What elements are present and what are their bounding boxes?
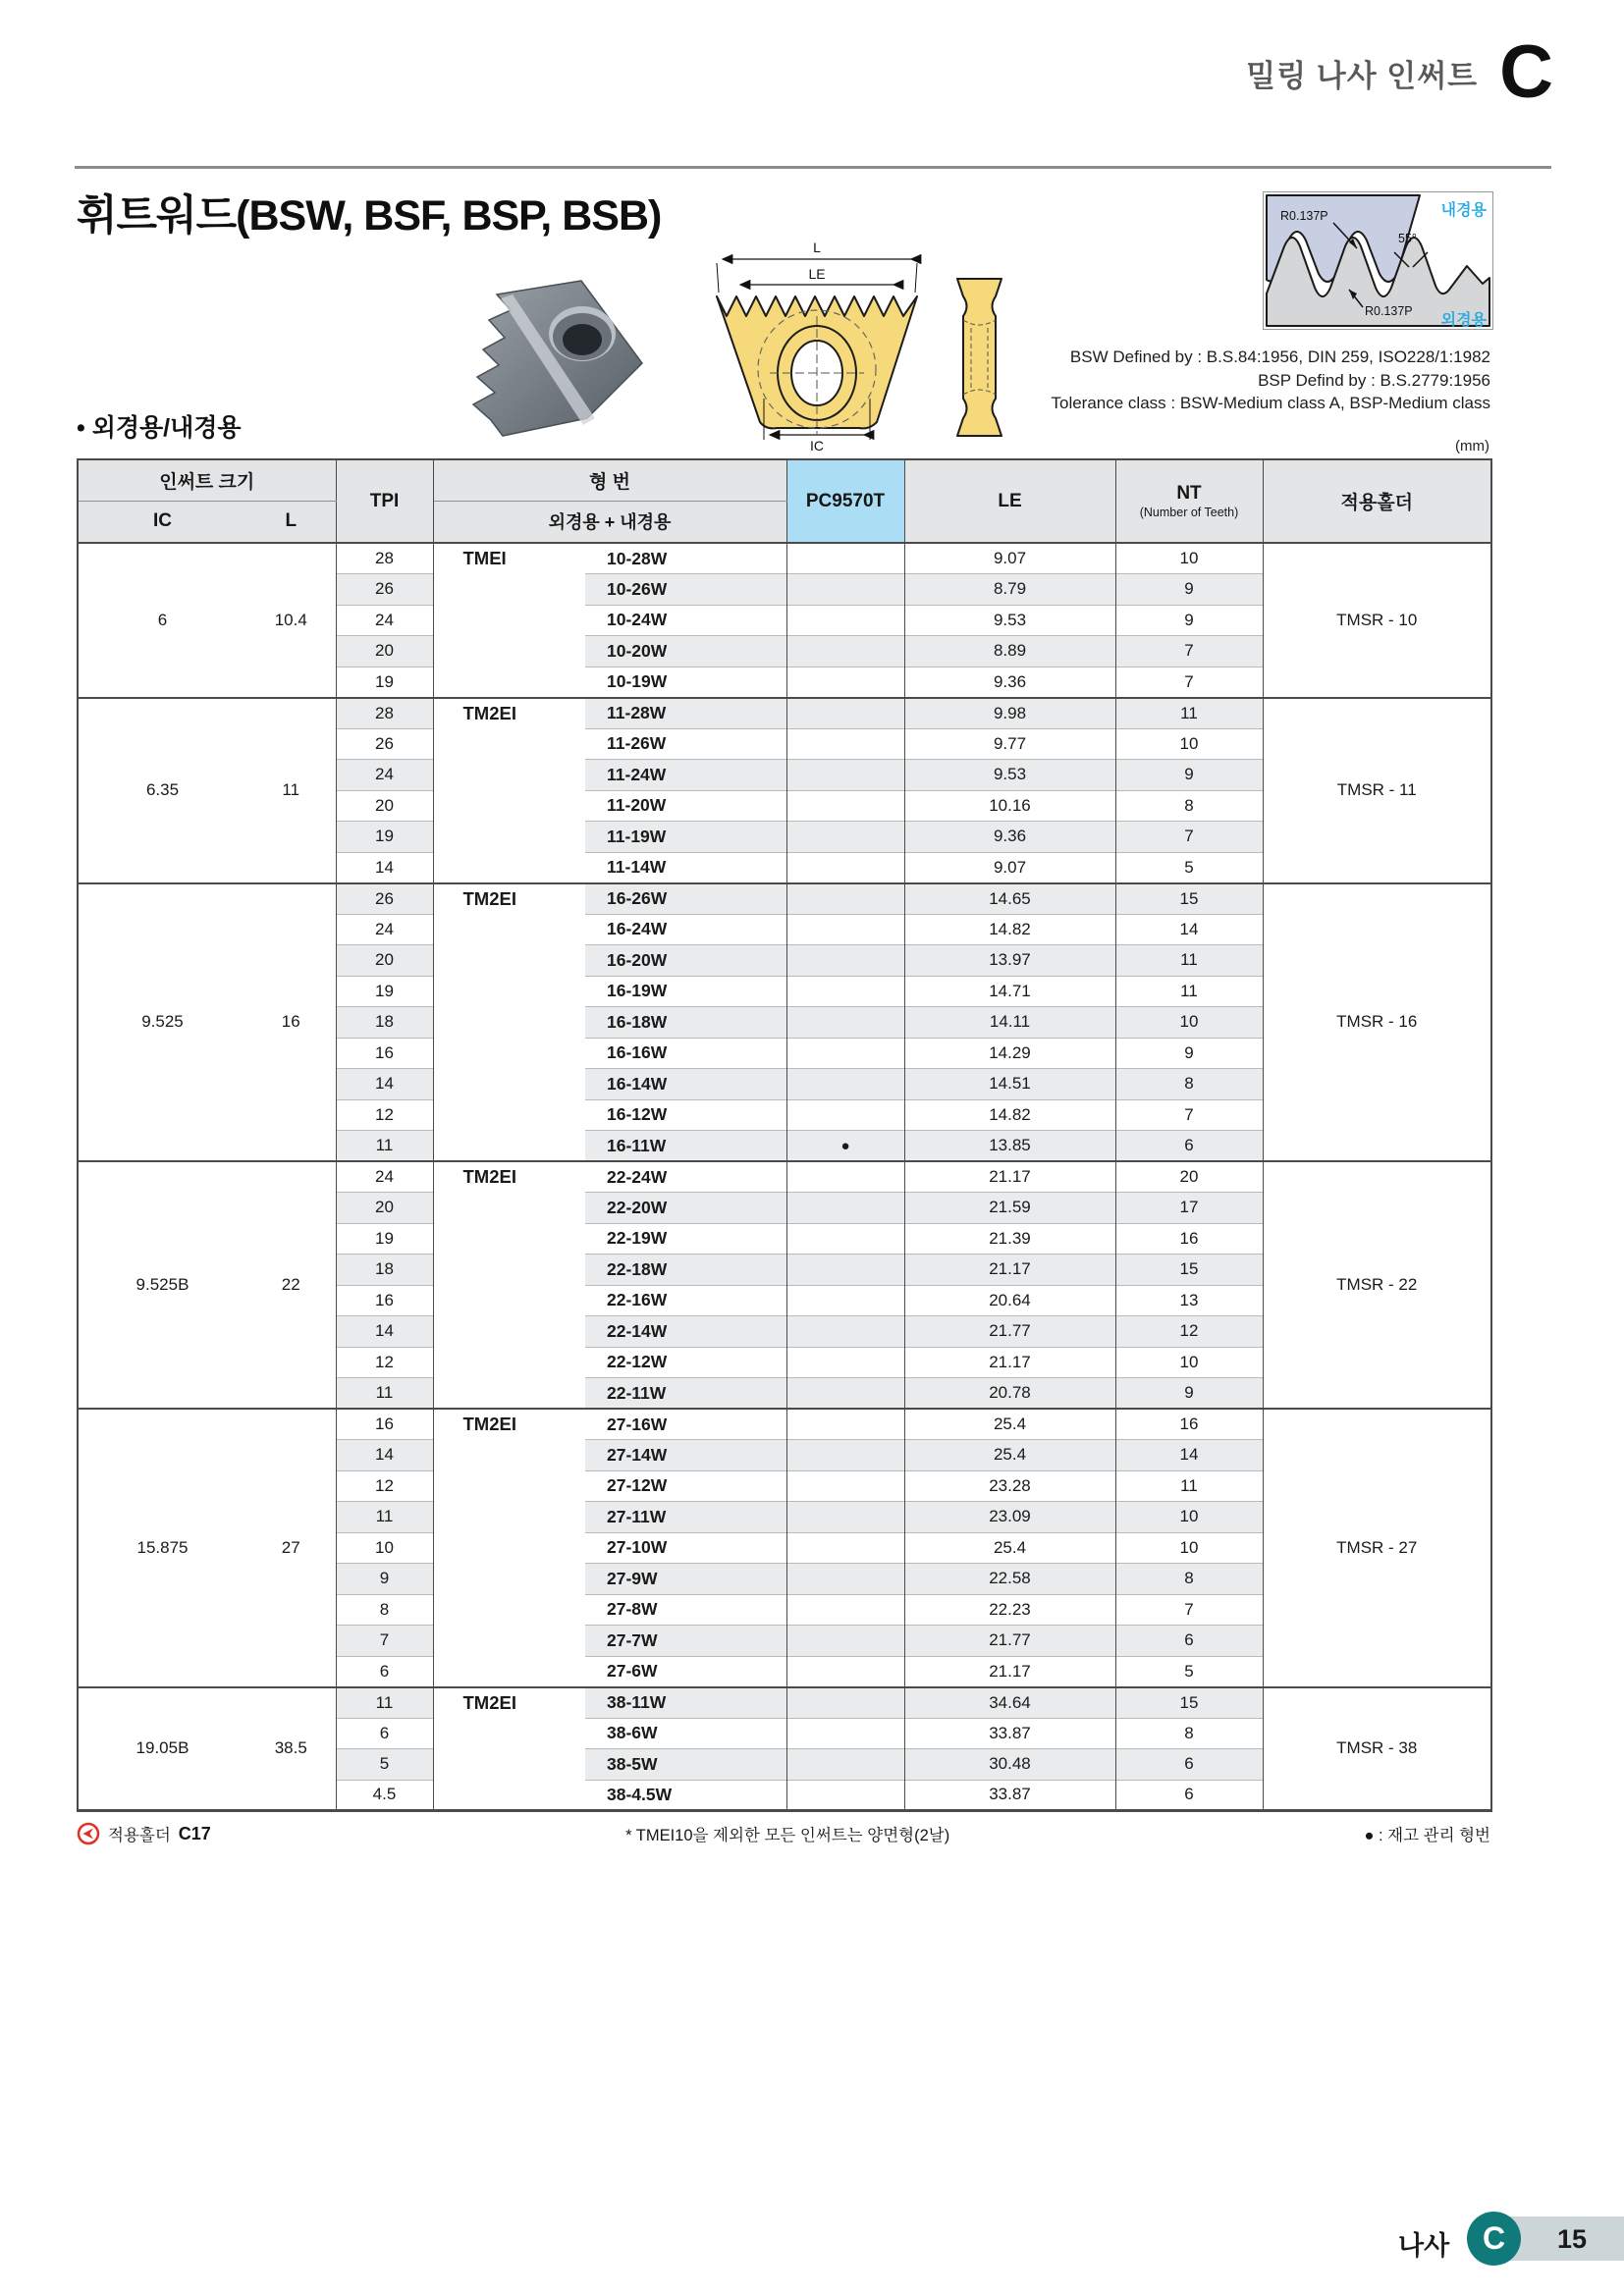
- page-footer-section-badge: C: [1467, 2212, 1521, 2266]
- tpi-cell: 12: [336, 1470, 433, 1502]
- table-header: [78, 459, 1491, 543]
- grade-stock-cell: [786, 1316, 904, 1348]
- tpi-cell: 20: [336, 636, 433, 667]
- grade-stock-cell: [786, 1594, 904, 1626]
- subtitle-bullet: • 외경용/내경용: [77, 414, 242, 442]
- tpi-cell: 5: [336, 1749, 433, 1781]
- nt-cell: 9: [1115, 574, 1263, 606]
- ic-cell: 9.525B: [78, 1161, 246, 1409]
- grade-stock-cell: [786, 1255, 904, 1286]
- tpi-cell: 18: [336, 1255, 433, 1286]
- grade-stock-cell: [786, 1470, 904, 1502]
- grade-stock-cell: [786, 1007, 904, 1039]
- le-cell: 21.59: [904, 1193, 1115, 1224]
- model-cell: 22-12W: [585, 1347, 786, 1378]
- grade-stock-cell: [786, 852, 904, 883]
- tpi-cell: 11: [336, 1502, 433, 1533]
- nt-cell: 7: [1115, 636, 1263, 667]
- nt-cell: 15: [1115, 1255, 1263, 1286]
- tpi-cell: 24: [336, 914, 433, 945]
- le-cell: 9.07: [904, 543, 1115, 574]
- nt-cell: 10: [1115, 543, 1263, 574]
- page-number: 15: [1557, 2224, 1588, 2254]
- header-nt-sub: (Number of Teeth): [1139, 506, 1239, 519]
- model-prefix-cell: TM2EI: [433, 1687, 585, 1811]
- model-cell: 38-6W: [585, 1718, 786, 1749]
- tpi-cell: 12: [336, 1347, 433, 1378]
- nt-cell: 5: [1115, 1656, 1263, 1687]
- le-cell: 21.17: [904, 1161, 1115, 1193]
- grade-stock-cell: [786, 1347, 904, 1378]
- grade-stock-cell: [786, 574, 904, 606]
- model-cell: 16-14W: [585, 1069, 786, 1100]
- page-footer-label: 나사: [1398, 2231, 1450, 2261]
- le-cell: 9.53: [904, 760, 1115, 791]
- insert-side-drawing: [943, 273, 1016, 442]
- holder-footnote-label: 적용홀더: [108, 1827, 171, 1844]
- standard-line: BSW Defined by : B.S.84:1956, DIN 259, ISO228/1:1982: [1069, 347, 1490, 366]
- tpi-cell: 6: [336, 1656, 433, 1687]
- le-cell: 9.98: [904, 698, 1115, 729]
- grade-stock-cell: [786, 914, 904, 945]
- radius-top-label: R0.137P: [1280, 209, 1328, 223]
- grade-stock-cell: [786, 1069, 904, 1100]
- nt-cell: 10: [1115, 1532, 1263, 1564]
- grade-stock-cell: [786, 1687, 904, 1719]
- model-cell: 38-5W: [585, 1749, 786, 1781]
- header-nt: NT (Number of Teeth): [1115, 459, 1263, 543]
- holder-cell: TMSR - 22: [1263, 1161, 1491, 1409]
- model-cell: 11-19W: [585, 822, 786, 853]
- header-model-no: 형 번: [433, 459, 786, 501]
- tpi-cell: 16: [336, 1285, 433, 1316]
- tpi-cell: 7: [336, 1626, 433, 1657]
- tpi-cell: 16: [336, 1409, 433, 1440]
- header-ic: IC: [78, 501, 246, 543]
- holder-cell: TMSR - 38: [1263, 1687, 1491, 1811]
- nt-cell: 20: [1115, 1161, 1263, 1193]
- nt-cell: 15: [1115, 1687, 1263, 1719]
- le-cell: 21.77: [904, 1626, 1115, 1657]
- nt-cell: 6: [1115, 1626, 1263, 1657]
- header-model-sub: 외경용 + 내경용: [433, 501, 786, 543]
- tpi-cell: 11: [336, 1131, 433, 1162]
- le-cell: 21.17: [904, 1347, 1115, 1378]
- holder-cell: TMSR - 10: [1263, 543, 1491, 698]
- nt-cell: 10: [1115, 1502, 1263, 1533]
- tpi-cell: 19: [336, 822, 433, 853]
- header-insert-size: 인써트 크기: [78, 459, 336, 501]
- grade-stock-cell: [786, 1099, 904, 1131]
- holder-footnote-page: C17: [178, 1823, 211, 1843]
- model-cell: 16-20W: [585, 945, 786, 977]
- dim-ic-label: IC: [810, 438, 824, 454]
- l-cell: 22: [246, 1161, 336, 1409]
- nt-cell: 16: [1115, 1223, 1263, 1255]
- tpi-cell: 20: [336, 1193, 433, 1224]
- nt-cell: 7: [1115, 1099, 1263, 1131]
- tpi-cell: 12: [336, 1099, 433, 1131]
- tpi-cell: 19: [336, 976, 433, 1007]
- nt-cell: 7: [1115, 667, 1263, 698]
- nt-cell: 9: [1115, 1378, 1263, 1410]
- nt-cell: 8: [1115, 1718, 1263, 1749]
- le-cell: 30.48: [904, 1749, 1115, 1781]
- model-cell: 22-11W: [585, 1378, 786, 1410]
- le-cell: 33.87: [904, 1780, 1115, 1811]
- grade-stock-cell: [786, 1626, 904, 1657]
- model-cell: 22-14W: [585, 1316, 786, 1348]
- nt-cell: 9: [1115, 1038, 1263, 1069]
- table-row: [78, 883, 1491, 915]
- tpi-cell: 11: [336, 1378, 433, 1410]
- nt-cell: 10: [1115, 1007, 1263, 1039]
- model-cell: 22-18W: [585, 1255, 786, 1286]
- grade-stock-cell: [786, 883, 904, 915]
- footnotes: [77, 1822, 1490, 1845]
- nt-cell: 7: [1115, 1594, 1263, 1626]
- grade-stock-cell: [786, 1038, 904, 1069]
- le-cell: 8.89: [904, 636, 1115, 667]
- tpi-cell: 4.5: [336, 1780, 433, 1811]
- external-label: 외경용: [1440, 312, 1487, 329]
- model-cell: 10-24W: [585, 605, 786, 636]
- internal-label: 내경용: [1440, 202, 1487, 219]
- holder-cell: TMSR - 11: [1263, 698, 1491, 883]
- grade-stock-cell: [786, 1502, 904, 1533]
- model-cell: 16-19W: [585, 976, 786, 1007]
- model-cell: 11-24W: [585, 760, 786, 791]
- tpi-cell: 19: [336, 1223, 433, 1255]
- nt-cell: 14: [1115, 914, 1263, 945]
- model-cell: 27-7W: [585, 1626, 786, 1657]
- header-tpi: TPI: [336, 459, 433, 543]
- tpi-cell: 9: [336, 1564, 433, 1595]
- le-cell: 25.4: [904, 1532, 1115, 1564]
- thread-profile-diagram: [1263, 191, 1493, 330]
- le-cell: 9.53: [904, 605, 1115, 636]
- ic-cell: 6.35: [78, 698, 246, 883]
- grade-stock-cell: [786, 605, 904, 636]
- tpi-cell: 26: [336, 883, 433, 915]
- grade-stock-cell: [786, 1440, 904, 1471]
- model-cell: 10-28W: [585, 543, 786, 574]
- le-cell: 20.78: [904, 1378, 1115, 1410]
- le-cell: 20.64: [904, 1285, 1115, 1316]
- tpi-cell: 19: [336, 667, 433, 698]
- nt-cell: 10: [1115, 728, 1263, 760]
- header-holder: 적용홀더: [1263, 459, 1491, 543]
- model-cell: 38-4.5W: [585, 1780, 786, 1811]
- standards-block: [1052, 346, 1491, 415]
- le-cell: 14.71: [904, 976, 1115, 1007]
- insert-front-drawing: [703, 240, 934, 454]
- model-cell: 27-9W: [585, 1564, 786, 1595]
- nt-cell: 11: [1115, 945, 1263, 977]
- grade-stock-cell: [786, 790, 904, 822]
- tpi-cell: 20: [336, 790, 433, 822]
- grade-stock-cell: [786, 728, 904, 760]
- le-cell: 25.4: [904, 1409, 1115, 1440]
- grade-stock-cell: [786, 698, 904, 729]
- grade-stock-cell: [786, 1409, 904, 1440]
- model-cell: 38-11W: [585, 1687, 786, 1719]
- nt-cell: 6: [1115, 1131, 1263, 1162]
- model-cell: 27-12W: [585, 1470, 786, 1502]
- grade-stock-cell: [786, 667, 904, 698]
- grade-stock-cell: [786, 945, 904, 977]
- holder-cell: TMSR - 16: [1263, 883, 1491, 1162]
- unit-label: (mm): [1455, 438, 1489, 454]
- model-cell: 22-16W: [585, 1285, 786, 1316]
- grade-stock-cell: [786, 1285, 904, 1316]
- model-prefix-cell: TM2EI: [433, 883, 585, 1162]
- le-cell: 23.09: [904, 1502, 1115, 1533]
- nt-cell: 10: [1115, 1347, 1263, 1378]
- center-footnote: * TMEI10을 제외한 모든 인써트는 양면형(2날): [625, 1827, 950, 1844]
- tpi-cell: 28: [336, 698, 433, 729]
- grade-stock-cell: [786, 1718, 904, 1749]
- model-cell: 11-20W: [585, 790, 786, 822]
- table-row: [78, 543, 1491, 574]
- nt-cell: 15: [1115, 883, 1263, 915]
- l-cell: 38.5: [246, 1687, 336, 1811]
- nt-cell: 12: [1115, 1316, 1263, 1348]
- radius-bottom-label: R0.137P: [1365, 304, 1413, 318]
- le-cell: 22.58: [904, 1564, 1115, 1595]
- header-rule: [75, 166, 1551, 169]
- holder-ref-icon: [77, 1822, 100, 1845]
- nt-cell: 8: [1115, 1069, 1263, 1100]
- nt-cell: 17: [1115, 1193, 1263, 1224]
- nt-cell: 7: [1115, 822, 1263, 853]
- ic-cell: 15.875: [78, 1409, 246, 1687]
- tpi-cell: 14: [336, 1069, 433, 1100]
- le-cell: 14.51: [904, 1069, 1115, 1100]
- dim-le-label: LE: [808, 266, 826, 282]
- tpi-cell: 8: [336, 1594, 433, 1626]
- le-cell: 21.17: [904, 1255, 1115, 1286]
- nt-cell: 6: [1115, 1780, 1263, 1811]
- grade-stock-cell: [786, 1378, 904, 1410]
- nt-cell: 9: [1115, 760, 1263, 791]
- grade-stock-cell: [786, 1749, 904, 1781]
- le-cell: 21.17: [904, 1656, 1115, 1687]
- model-cell: 11-14W: [585, 852, 786, 883]
- nt-cell: 11: [1115, 698, 1263, 729]
- nt-cell: 16: [1115, 1409, 1263, 1440]
- model-cell: 16-12W: [585, 1099, 786, 1131]
- model-cell: 16-11W: [585, 1131, 786, 1162]
- grade-stock-cell: [786, 1780, 904, 1811]
- header-le: LE: [904, 459, 1115, 543]
- grade-stock-cell: [786, 636, 904, 667]
- tpi-cell: 14: [336, 1440, 433, 1471]
- tpi-cell: 24: [336, 605, 433, 636]
- grade-stock-cell: [786, 1161, 904, 1193]
- le-cell: 10.16: [904, 790, 1115, 822]
- le-cell: 23.28: [904, 1470, 1115, 1502]
- le-cell: 34.64: [904, 1687, 1115, 1719]
- tpi-cell: 14: [336, 1316, 433, 1348]
- le-cell: 21.77: [904, 1316, 1115, 1348]
- tpi-cell: 28: [336, 543, 433, 574]
- le-cell: 14.65: [904, 883, 1115, 915]
- le-cell: 9.36: [904, 822, 1115, 853]
- tpi-cell: 20: [336, 945, 433, 977]
- l-cell: 10.4: [246, 543, 336, 698]
- model-prefix-cell: TM2EI: [433, 698, 585, 883]
- nt-cell: 5: [1115, 852, 1263, 883]
- nt-cell: 11: [1115, 1470, 1263, 1502]
- grade-stock-cell: [786, 1223, 904, 1255]
- grade-stock-cell: ●: [786, 1131, 904, 1162]
- model-cell: 16-24W: [585, 914, 786, 945]
- insert-table-wrap: [77, 458, 1492, 1812]
- stock-footnote: ● : 재고 관리 형번: [1364, 1827, 1490, 1844]
- tpi-cell: 11: [336, 1687, 433, 1719]
- le-cell: 13.85: [904, 1131, 1115, 1162]
- model-cell: 27-16W: [585, 1409, 786, 1440]
- l-cell: 11: [246, 698, 336, 883]
- model-cell: 27-8W: [585, 1594, 786, 1626]
- header-l: L: [246, 501, 336, 543]
- table-row: [78, 1687, 1491, 1719]
- le-cell: 14.82: [904, 1099, 1115, 1131]
- grade-stock-cell: [786, 760, 904, 791]
- ic-cell: 6: [78, 543, 246, 698]
- le-cell: 14.11: [904, 1007, 1115, 1039]
- le-cell: 22.23: [904, 1594, 1115, 1626]
- model-cell: 22-24W: [585, 1161, 786, 1193]
- table-body: [78, 543, 1491, 1811]
- table-row: [78, 1161, 1491, 1193]
- standard-line: Tolerance class : BSW-Medium class A, BSP-Medium class: [1051, 394, 1490, 412]
- grade-stock-cell: [786, 1656, 904, 1687]
- tpi-cell: 10: [336, 1532, 433, 1564]
- nt-cell: 8: [1115, 790, 1263, 822]
- grade-stock-cell: [786, 543, 904, 574]
- holder-cell: TMSR - 27: [1263, 1409, 1491, 1687]
- le-cell: 9.36: [904, 667, 1115, 698]
- model-cell: 27-14W: [585, 1440, 786, 1471]
- model-cell: 22-19W: [585, 1223, 786, 1255]
- model-cell: 16-18W: [585, 1007, 786, 1039]
- model-cell: 10-20W: [585, 636, 786, 667]
- header-grade-pc9570t: PC9570T: [786, 459, 904, 543]
- model-cell: 27-6W: [585, 1656, 786, 1687]
- insert-photo-image: [438, 271, 659, 450]
- table-row: [78, 1409, 1491, 1440]
- standard-line: BSP Defind by : B.S.2779:1956: [1258, 370, 1490, 390]
- nt-cell: 14: [1115, 1440, 1263, 1471]
- nt-cell: 8: [1115, 1564, 1263, 1595]
- model-cell: 22-20W: [585, 1193, 786, 1224]
- l-cell: 16: [246, 883, 336, 1162]
- le-cell: 9.07: [904, 852, 1115, 883]
- le-cell: 33.87: [904, 1718, 1115, 1749]
- grade-stock-cell: [786, 1564, 904, 1595]
- tpi-cell: 24: [336, 1161, 433, 1193]
- le-cell: 21.39: [904, 1223, 1115, 1255]
- nt-cell: 13: [1115, 1285, 1263, 1316]
- model-prefix-cell: TM2EI: [433, 1161, 585, 1409]
- table-row: [78, 698, 1491, 729]
- ic-cell: 19.05B: [78, 1687, 246, 1811]
- grade-stock-cell: [786, 976, 904, 1007]
- tpi-cell: 16: [336, 1038, 433, 1069]
- model-cell: 16-26W: [585, 883, 786, 915]
- grade-stock-cell: [786, 822, 904, 853]
- nt-cell: 9: [1115, 605, 1263, 636]
- tpi-cell: 26: [336, 728, 433, 760]
- section-header: [1246, 30, 1553, 114]
- model-cell: 10-26W: [585, 574, 786, 606]
- angle-label: 55°: [1398, 232, 1417, 245]
- nt-cell: 6: [1115, 1749, 1263, 1781]
- l-cell: 27: [246, 1409, 336, 1687]
- page-title: 휘트워드(BSW, BSF, BSP, BSB): [77, 192, 662, 240]
- le-cell: 13.97: [904, 945, 1115, 977]
- model-cell: 16-16W: [585, 1038, 786, 1069]
- le-cell: 8.79: [904, 574, 1115, 606]
- grade-stock-cell: [786, 1193, 904, 1224]
- model-cell: 11-26W: [585, 728, 786, 760]
- nt-cell: 11: [1115, 976, 1263, 1007]
- ic-cell: 9.525: [78, 883, 246, 1162]
- holder-footnote: [77, 1822, 211, 1845]
- section-label: 밀링 나사 인써트: [1246, 58, 1479, 93]
- grade-stock-cell: [786, 1532, 904, 1564]
- le-cell: 9.77: [904, 728, 1115, 760]
- model-cell: 11-28W: [585, 698, 786, 729]
- dim-l-label: L: [813, 240, 821, 255]
- tpi-cell: 26: [336, 574, 433, 606]
- le-cell: 14.29: [904, 1038, 1115, 1069]
- tpi-cell: 6: [336, 1718, 433, 1749]
- insert-table: [77, 458, 1492, 1812]
- model-cell: 27-11W: [585, 1502, 786, 1533]
- section-letter: C: [1499, 30, 1553, 114]
- tpi-cell: 24: [336, 760, 433, 791]
- tpi-cell: 14: [336, 852, 433, 883]
- model-cell: 10-19W: [585, 667, 786, 698]
- model-prefix-cell: TMEI: [433, 543, 585, 698]
- tpi-cell: 18: [336, 1007, 433, 1039]
- le-cell: 25.4: [904, 1440, 1115, 1471]
- model-prefix-cell: TM2EI: [433, 1409, 585, 1687]
- model-cell: 27-10W: [585, 1532, 786, 1564]
- le-cell: 14.82: [904, 914, 1115, 945]
